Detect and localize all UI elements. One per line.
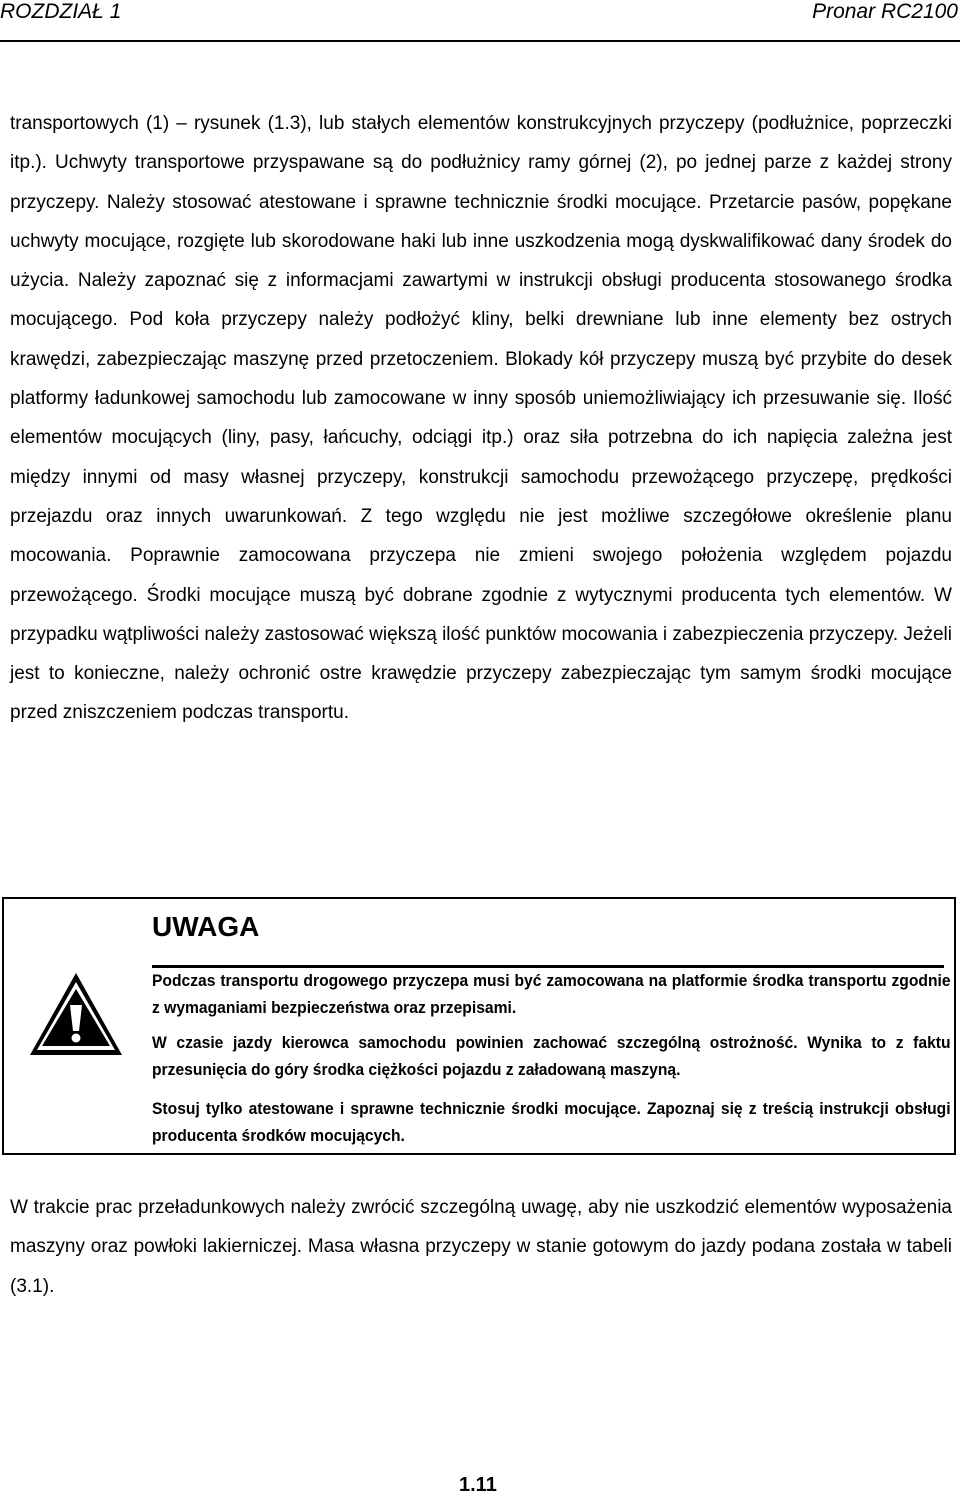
- page-number: 1.11: [459, 1474, 497, 1496]
- warning-box: [2, 897, 956, 1155]
- body-paragraph-1: transportowych (1) – rysunek (1.3), lub stałych elementów konstrukcyjnych przyczepy (podłużnice, poprzeczki itp.). Uchwyty transportowe przyspawane są do podłużnicy ramy górnej (2), po jednej parze z każdej strony przyczepy. Należy stosować atestowane i sprawne technicznie środki mocujące. Przetarcie pasów, popękane uchwyty mocujące, rozgięte lub skorodowane haki lub inne uszkodzenia mogą dyskwalifikować dany środek do użycia. Należy zapoznać się z informacjami zawartymi w instrukcji obsługi producenta stosowanego środka mocującego. Pod koła przyczepy należy podłożyć kliny, belki drewniane lub inne elementy bez ostrych krawędzi, zabezpieczając maszynę przed przetoczeniem. Blokady kół przyczepy muszą być przybite do desek platformy ładunkowej samochodu lub zamocowane w inny sposób uniemożliwiający ich przesuwanie się. Ilość elementów mocujących (liny, pasy, łańcuchy, odciągi itp.) oraz siła potrzebna do ich napięcia zależna jest między innymi od masy własnej przyczepy, konstrukcji samochodu przewożącego przyczepę, prędkości przejazdu oraz innych uwarunkowań. Z tego względu nie jest możliwe szczegółowe określenie planu mocowania. Poprawnie zamocowana przyczepa nie zmieni swojego położenia względem pojazdu przewożącego. Środki mocujące muszą być dobrane zgodnie z wytycznymi producenta tych elementów. W przypadku wątpliwości należy zastosować większą ilość punktów mocowania i zabezpieczenia przyczepy. Jeżeli jest to konieczne, należy ochronić ostre krawędzie przyczepy zabezpieczając tym samym środki mocujące przed zniszczeniem podczas transportu.: [10, 113, 952, 724]
- warning-text-3: Stosuj tylko atestowane i sprawne technicznie środki mocujące. Zapoznaj się z treścią instrukcji obsługi producenta środków mocujących.: [152, 1099, 951, 1145]
- warning-text-1: Podczas transportu drogowego przyczepa musi być zamocowana na platformie środka transportu zgodnie z wymaganiami bezpieczeństwa oraz przepisami.: [152, 971, 951, 1017]
- page-header: [0, 0, 960, 42]
- warning-title: UWAGA: [152, 911, 260, 942]
- chapter-label: ROZDZIAŁ 1: [0, 0, 122, 23]
- body-paragraph-2: W trakcie prac przeładunkowych należy zwrócić szczególną uwagę, aby nie uszkodzić elementów wyposażenia maszyny oraz powłoki lakierniczej. Masa własna przyczepy w stanie gotowym do jazdy podana została w tabeli (3.1).: [10, 1197, 952, 1297]
- warning-text-2: W czasie jazdy kierowca samochodu powinien zachować szczególną ostrożność. Wynika to z faktu przesunięcia do góry środka ciężkości pojazdu z załadowaną maszyną.: [152, 1033, 951, 1079]
- warning-triangle-icon: [26, 969, 126, 1059]
- product-name: Pronar RC2100: [812, 0, 958, 23]
